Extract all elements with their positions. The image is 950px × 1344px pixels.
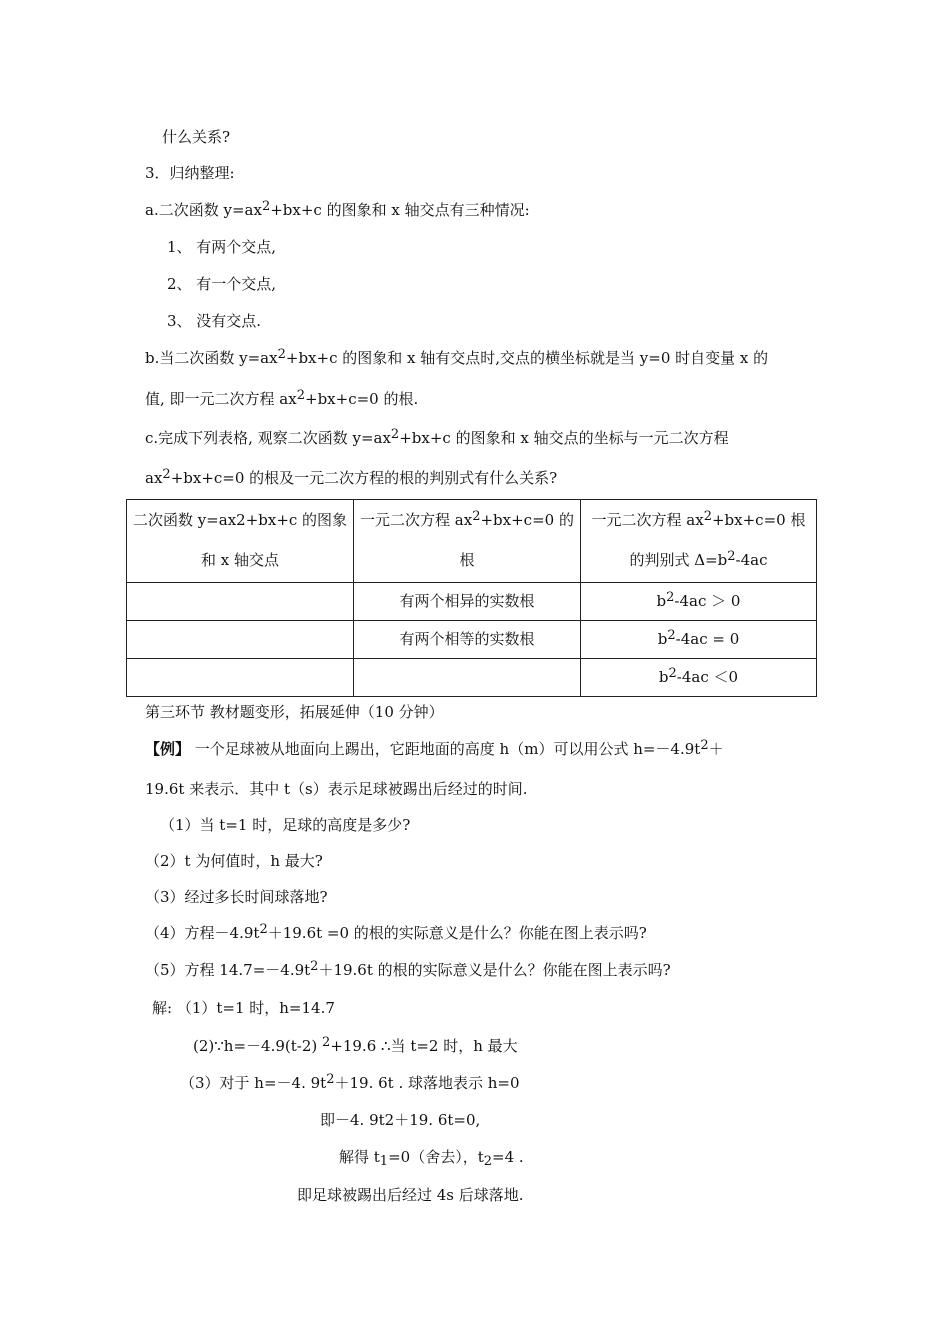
question-2: （2）t 为何值时，h 最大? — [145, 852, 323, 870]
solution-line: （3）对于 h=－4. $9t^2+19$. 6t . 球落地表示 h=0 — [180, 1072, 520, 1092]
solution-conclusion: 即足球被踢出后经过 4s 后球落地. — [297, 1186, 524, 1204]
list-item: 3、 没有交点. — [167, 312, 262, 330]
table-header-row — [127, 500, 817, 583]
relation-table — [126, 499, 817, 697]
table-cell — [127, 659, 354, 697]
question-1: （1）当 t=1 时，足球的高度是多少? — [160, 816, 411, 834]
text-line: a.二次函数 $y=ax^2+bx+c$ 的图象和 x 轴交点有三种情况: — [145, 199, 530, 219]
table-cell: $b^2-4ac <0$ — [581, 659, 817, 697]
example-text: 19.6t 来表示．其中 t（s）表示足球被踢出后经过的时间. — [145, 780, 528, 798]
solution-line: 解得 $t_1=0$（舍去），$t_2=4$ . — [339, 1148, 524, 1169]
solution-line: 即－4. 9t2＋19. 6t=0, — [320, 1111, 481, 1129]
example-label: 【例】 — [145, 740, 191, 758]
text-line: 什么关系? — [162, 128, 231, 146]
list-item: 1、 有两个交点, — [167, 238, 277, 256]
text-line: 值, 即一元二次方程 $ax^2+bx+c=0$ 的根. — [145, 388, 419, 408]
text-line: $ax^2+bx+c=0$ 的根及一元二次方程的根的判别式有什么关系? — [145, 467, 558, 487]
table-cell: 有两个相异的实数根 — [354, 583, 581, 621]
table-header-cell: 二次函数 y=ax2+bx+c 的图象 和 x 轴交点 — [127, 500, 354, 583]
table-cell: $b^2-4ac > 0$ — [581, 583, 817, 621]
section-heading: 第三环节 教材题变形，拓展延伸（10 分钟） — [145, 703, 444, 721]
table-cell: 有两个相等的实数根 — [354, 621, 581, 659]
table-cell — [127, 621, 354, 659]
table-row — [127, 583, 817, 621]
table-cell: $b^2-4ac = 0$ — [581, 621, 817, 659]
table-cell — [354, 659, 581, 697]
solution-line: 解: （1）t=1 时，h=14.7 — [152, 999, 335, 1017]
solution-line: (2)∵h=－4.9(t-2) $^2$+19.6 ∴当 t=2 时，h 最大 — [193, 1035, 518, 1055]
table-cell — [127, 583, 354, 621]
table-header-cell: 一元二次方程 $ax^2+bx+c=0$ 的 根 — [354, 500, 581, 583]
table-row — [127, 659, 817, 697]
text-line: b.当二次函数 $y=ax^2+bx+c$ 的图象和 x 轴有交点时,交点的横坐标就是当 y=0 时自变量 x 的 — [145, 347, 769, 367]
example-text: 【例】 一个足球被从地面向上踢出，它距地面的高度 h（m）可以用公式 $h=-4.9t^2+$ — [145, 738, 724, 758]
table-header-cell: 一元二次方程 $ax^2+bx+c=0$ 根 的判别式 $\Delta=b^2-4ac$ — [581, 500, 817, 583]
question-5: （5）方程 $14.7=-4.9t^2+19.6t$ 的根的实际意义是什么？你能在图上表示吗? — [145, 959, 671, 979]
text-line: c.完成下列表格, 观察二次函数 $y=ax^2+bx+c$ 的图象和 x 轴交点的坐标与一元二次方程 — [145, 427, 729, 447]
heading-summary: 3．归纳整理: — [145, 164, 235, 182]
question-4: （4）方程$-4.9t^2+19.6t =0$ 的根的实际意义是什么？你能在图上表示吗? — [145, 922, 647, 942]
question-3: （3）经过多长时间球落地? — [145, 888, 328, 906]
list-item: 2、 有一个交点, — [167, 275, 277, 293]
table-row — [127, 621, 817, 659]
